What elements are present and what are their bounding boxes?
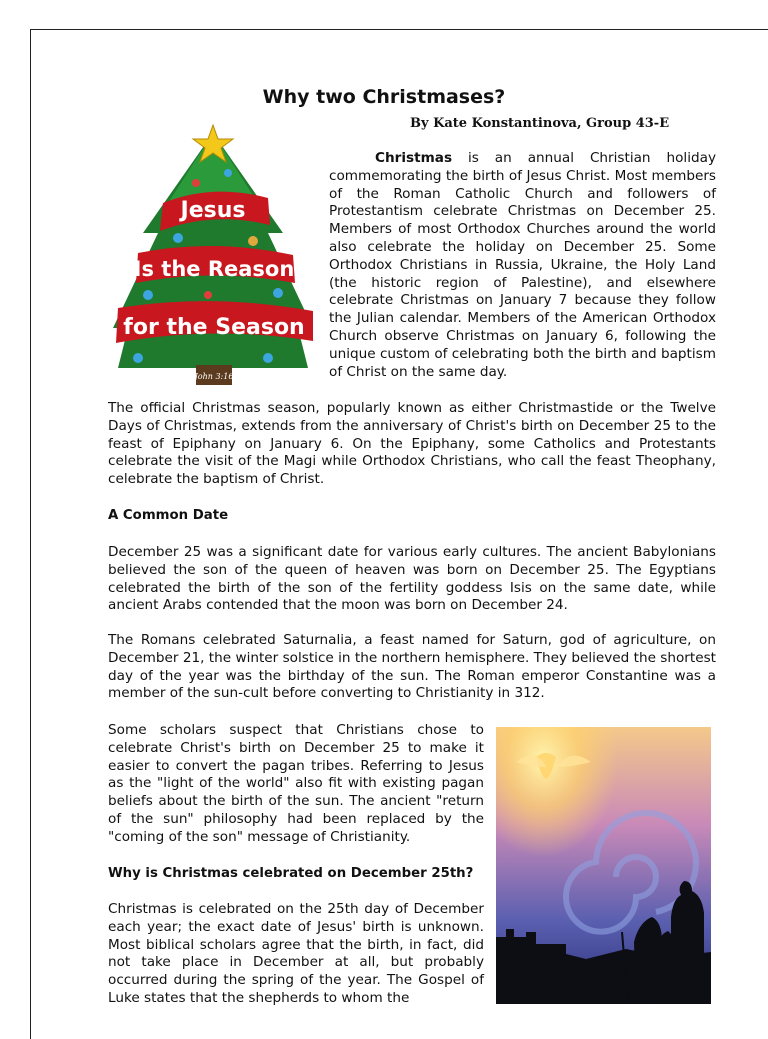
paragraph-early-cultures: December 25 was a significant date for various early cultures. The ancient Babylonians believed the son of the queen of heaven was born on December 25. The Egyptians celebrated the birth of the son of the fertility goddess Isis on the same date, while ancient Arabs contended that the moon was born on December 24. bbox=[108, 544, 716, 614]
tree-banner-jesus: Jesus bbox=[180, 198, 246, 223]
paragraph-scholars: Some scholars suspect that Christians chose to celebrate Christ's birth on December 25 to make it easier to convert the pagan tribes. Referring to Jesus as the "light of the world" also fit with existing pagan beliefs about the birth of the sun. The ancient "return of the sun" philosophy had been replaced by the "coming of the son" message of Christianity. bbox=[108, 722, 484, 845]
paragraph-saturnalia: The Romans celebrated Saturnalia, a feast named for Saturn, god of agriculture, on December 21, the winter solstice in the northern hemisphere. They believed the shortest day of the year was the birthday of the sun. The Roman emperor Constantine was a member of the sun-cult before converting to Christianity in 312. bbox=[108, 632, 716, 702]
nativity-image bbox=[496, 727, 711, 1004]
author-byline: By Kate Konstantinova, Group 43-E bbox=[410, 116, 670, 131]
paragraph-season: The official Christmas season, popularly known as either Christmastide or the Twelve Days of Christmas, extends from the anniversary of Christ's birth on December 25 to the feast of Epiphany on January 6. On the Epiphany, some Catholics and Protestants celebrate the visit of the Magi while Orthodox Christians, who call the feast Theophany, celebrate the baptism of Christ. bbox=[108, 400, 716, 488]
heading-why-dec-25: Why is Christmas celebrated on December 25th? bbox=[108, 866, 474, 881]
paragraph-intro-lead: Christmas bbox=[375, 150, 453, 166]
heading-common-date: A Common Date bbox=[108, 508, 229, 523]
christmas-tree-image bbox=[108, 113, 318, 388]
document-title: Why two Christmases? bbox=[262, 86, 506, 108]
tree-banner-reason: Is the Reason bbox=[133, 257, 295, 281]
paragraph-intro bbox=[329, 150, 716, 381]
paragraph-intro-text: is an annual Christian holiday commemorating the birth of Jesus Christ. Most members of the Roman Catholic Church and followers of Protestantism celebrate Christmas on December 25. Members of most Orthodox Churches around the world also celebrate the holiday on December 25. Some Orthodox Christians in Russia, Ukraine, the Holy Land (the historic region of Palestine), and elsewhere celebrate Christmas on January 7 because they follow the Julian calendar. Members of the American Orthodox Church observe Christmas on January 6, following the unique custom of celebrating both the birth and baptism of Christ on the same day. bbox=[329, 150, 716, 380]
paragraph-date-unknown: Christmas is celebrated on the 25th day of December each year; the exact date of Jesus' birth is unknown. Most biblical scholars agree that the birth, in fact, did not take place in December at all, but probably occurred during the spring of the year. The Gospel of Luke states that the shepherds to whom the bbox=[108, 901, 484, 1006]
tree-plaque-text: John 3:16 bbox=[194, 372, 234, 381]
tree-banner-season: for the Season bbox=[123, 315, 305, 340]
